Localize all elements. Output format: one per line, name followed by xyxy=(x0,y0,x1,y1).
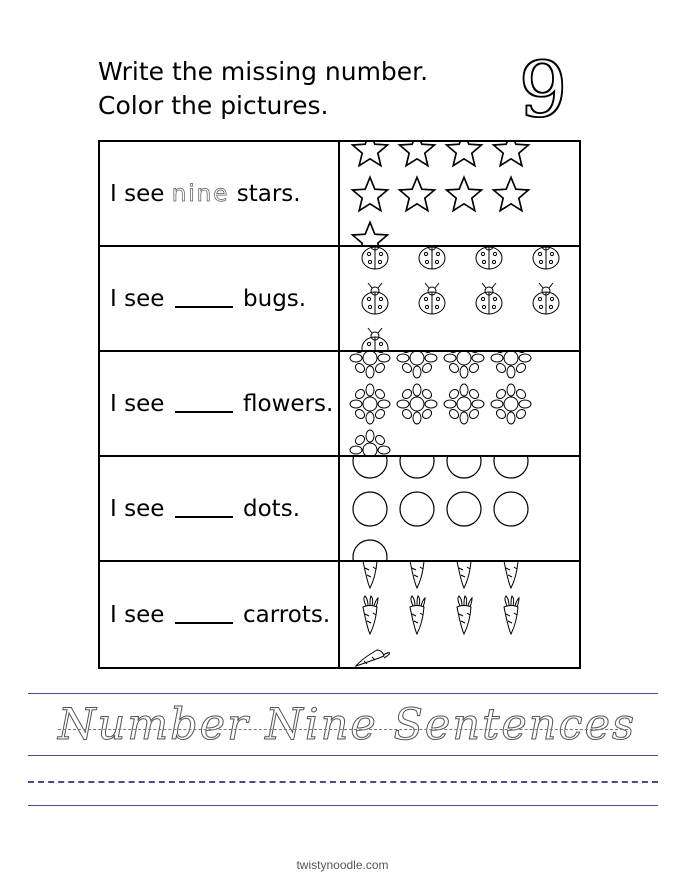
circle-icon xyxy=(346,457,393,485)
table-row xyxy=(100,142,579,247)
circle-icon xyxy=(346,533,393,561)
sentences-table xyxy=(98,140,581,669)
flower-icon xyxy=(393,381,440,427)
star-icon xyxy=(346,171,393,216)
practice-line-top xyxy=(28,693,658,694)
sentence-cell-stars xyxy=(100,142,340,245)
table-row xyxy=(100,457,579,562)
star-icon xyxy=(393,142,440,171)
ladybug-icon xyxy=(517,276,574,321)
instruction-line-2: Color the pictures. xyxy=(98,91,329,120)
circle-icon xyxy=(346,485,393,533)
instruction-line-1: Write the missing number. xyxy=(98,57,429,86)
sentence-cell-flowers xyxy=(100,352,340,455)
flower-icon xyxy=(346,381,393,427)
sentence-cell-bugs xyxy=(100,247,340,350)
ladybug-icon xyxy=(460,247,517,276)
big-number-nine: 9 xyxy=(518,45,568,134)
practice-line-dashed xyxy=(28,781,658,783)
circle-icon xyxy=(487,485,534,533)
ladybug-icon xyxy=(346,321,403,350)
worksheet-instructions xyxy=(98,55,498,123)
carrot-icon xyxy=(346,638,393,668)
picture-cell-flowers xyxy=(340,352,579,455)
sentence-noun: bugs. xyxy=(243,285,307,312)
carrot-icon xyxy=(346,562,393,592)
star-icon xyxy=(487,142,534,171)
practice-line-baseline xyxy=(28,755,658,756)
flower-icon xyxy=(487,381,534,427)
handwriting-practice-area[interactable] xyxy=(28,693,658,811)
circle-icon xyxy=(393,485,440,533)
picture-cell-bugs xyxy=(340,247,579,350)
circle-icon xyxy=(393,457,440,485)
sentence-prefix: I see xyxy=(110,390,165,417)
ladybug-icon xyxy=(517,247,574,276)
practice-word-trace: Number Nine Sentences xyxy=(58,700,637,750)
ladybug-icon xyxy=(403,276,460,321)
practice-midline-dashes xyxy=(58,729,628,730)
flower-icon xyxy=(346,352,393,381)
star-icon xyxy=(393,171,440,216)
star-icon xyxy=(346,142,393,171)
carrot-icon xyxy=(440,562,487,592)
answer-blank[interactable] xyxy=(175,496,233,518)
ladybug-icon xyxy=(346,247,403,276)
sentence-noun: carrots. xyxy=(243,601,331,628)
carrot-icon xyxy=(393,592,440,638)
circle-icon xyxy=(440,485,487,533)
answer-blank[interactable] xyxy=(175,286,233,308)
ladybug-icon xyxy=(460,276,517,321)
sentence-prefix: I see xyxy=(110,495,165,522)
carrot-icon xyxy=(487,592,534,638)
table-row xyxy=(100,562,579,667)
table-row xyxy=(100,247,579,352)
sentence-prefix: I see xyxy=(110,285,165,312)
flower-icon xyxy=(393,352,440,381)
circle-icon xyxy=(487,457,534,485)
sentence-cell-carrots xyxy=(100,562,340,667)
answer-blank[interactable] xyxy=(175,602,233,624)
star-icon xyxy=(487,171,534,216)
flower-icon xyxy=(440,352,487,381)
sentence-noun: flowers. xyxy=(243,390,334,417)
picture-cell-carrots xyxy=(340,562,579,667)
sentence-prefix: I see xyxy=(110,601,165,628)
ladybug-icon xyxy=(346,276,403,321)
practice-line-bottom xyxy=(28,805,658,806)
table-row xyxy=(100,352,579,457)
answer-blank[interactable] xyxy=(175,391,233,413)
sentence-noun: stars. xyxy=(236,180,301,207)
flower-icon xyxy=(487,352,534,381)
picture-cell-stars xyxy=(340,142,579,245)
traced-word-nine: nine xyxy=(171,180,230,207)
circle-icon xyxy=(440,457,487,485)
star-icon xyxy=(346,216,393,245)
carrot-icon xyxy=(346,592,393,638)
star-icon xyxy=(440,171,487,216)
sentence-noun: dots. xyxy=(243,495,300,522)
carrot-icon xyxy=(393,562,440,592)
flower-icon xyxy=(440,381,487,427)
footer-site-name: twistynoodle.com xyxy=(296,858,389,872)
ladybug-icon xyxy=(403,247,460,276)
star-icon xyxy=(440,142,487,171)
flower-icon xyxy=(346,427,393,456)
carrot-icon xyxy=(487,562,534,592)
picture-cell-dots xyxy=(340,457,579,560)
sentence-cell-dots xyxy=(100,457,340,560)
carrot-icon xyxy=(440,592,487,638)
sentence-prefix: I see xyxy=(110,180,165,207)
